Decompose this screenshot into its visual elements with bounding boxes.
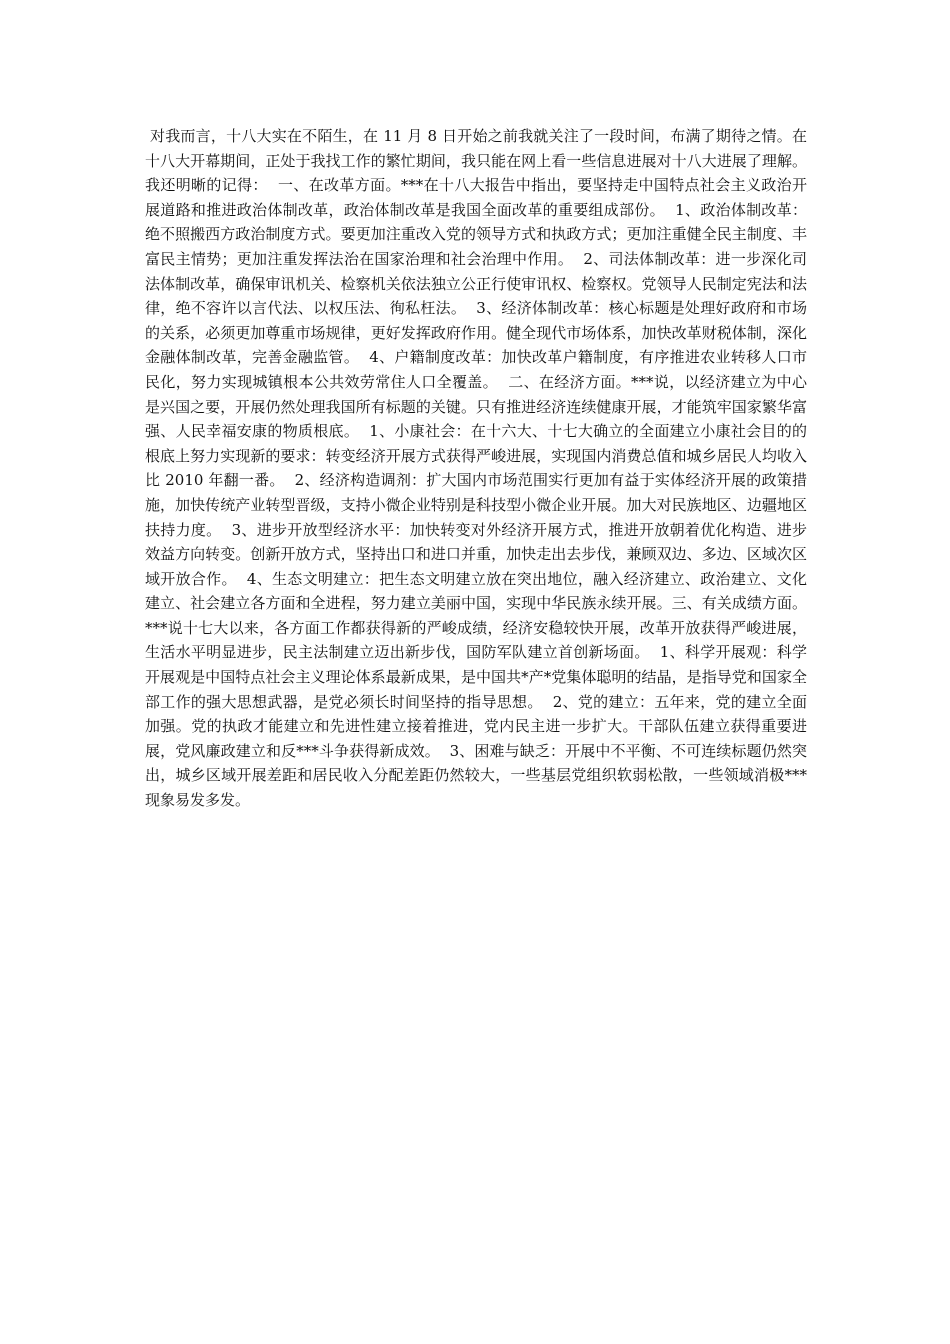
body-paragraph: 对我而言，十八大实在不陌生，在 11 月 8 日开始之前我就关注了一段时间，布满了期待之情。在十八大开幕期间，正处于我找工作的繁忙期间，我只能在网上看一些信息进展对十八大进展了理解。我还明晰的记得： 一、在改革方面。***在十八大报告中指出，要坚持走中国特点社会主义政治开展道路和推进政治体制改革，政治体制改革是我国全面改革的重要组成部份。 1、政治体制改革：绝不照搬西方政治制度方式。要更加注重改入党的领导方式和执政方式；更加注重健全民主制度、丰富民主情势；更加注重发挥法治在国家治理和社会治理中作用。 2、司法体制改革：进一步深化司法体制改革，确保审讯机关、检察机关依法独立公正行使审讯权、检察权。党领导人民制定宪法和法律，绝不容许以言代法、以权压法、徇私枉法。 3、经济体制改革：核心标题是处理好政府和市场的关系，必须更加尊重市场规律，更好发挥政府作用。健全现代市场体系，加快改革财税体制，深化金融体制改革，完善金融监管。 4、户籍制度改革：加快改革户籍制度，有序推进农业转移人口市民化，努力实现城镇根本公共效劳常住人口全覆盖。 二、在经济方面。***说，以经济建立为中心是兴国之要，开展仍然处理我国所有标题的关键。只有推进经济连续健康开展，才能筑牢国家繁华富强、人民幸福安康的物质根底。 1、小康社会：在十六大、十七大确立的全面建立小康社会目的的根底上努力实现新的要求：转变经济开展方式获得严峻进展，实现国内消费总值和城乡居民人均收入比 2010 年翻一番。 2、经济构造调剂：扩大国内市场范围实行更加有益于实体经济开展的政策措施，加快传统产业转型晋级，支持小微企业特别是科技型小微企业开展。加大对民族地区、边疆地区扶持力度。 3、进步开放型经济水平：加快转变对外经济开展方式，推进开放朝着优化构造、进步效益方向转变。创新开放方式，坚持出口和进口并重，加快走出去步伐，兼顾双边、多边、区域次区域开放合作。 4、生态文明建立：把生态文明建立放在突出地位，融入经济建立、政治建立、文化建立、社会建立各方面和全进程，努力建立美丽中国，实现中华民族永续开展。三、有关成绩方面。***说十七大以来，各方面工作都获得新的严峻成绩，经济安稳较快开展，改革开放获得严峻进展，生活水平明显进步，民主法制建立迈出新步伐，国防军队建立首创新场面。 1、科学开展观：科学开展观是中国特点社会主义理论体系最新成果，是中国共*产*党集体聪明的结晶，是指导党和国家全部工作的强大思想武器，是党必须长时间坚持的指导思想。 2、党的建立：五年来，党的建立全面加强。党的执政才能建立和先进性建立接着推进，党内民主进一步扩大。干部队伍建立获得重要进展，党风廉政建立和反***斗争获得新成效。 3、困难与缺乏：开展中不平衡、不可连续标题仍然突出，城乡区域开展差距和居民收入分配差距仍然较大，一些基层党组织软弱松散，一些领域消极***现象易发多发。 (145, 127, 807, 810)
